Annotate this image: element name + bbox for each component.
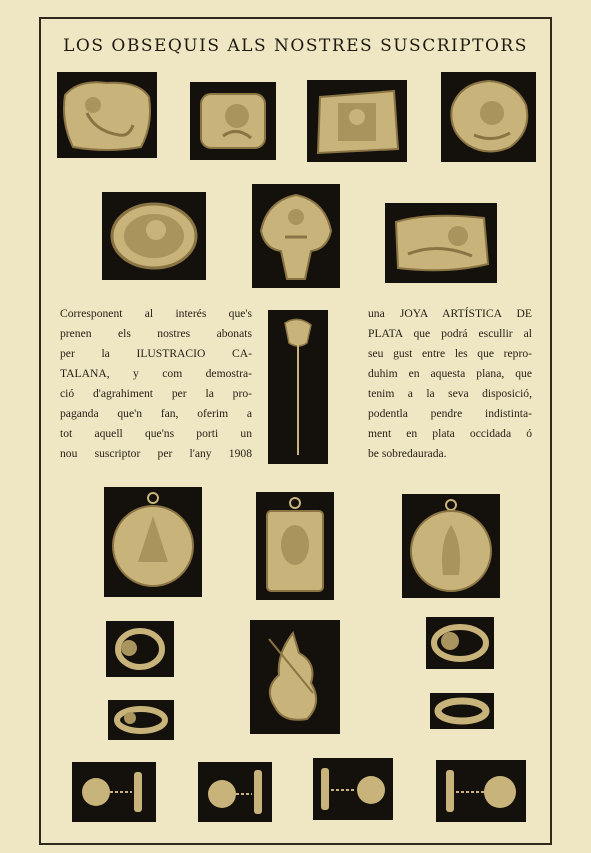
cufflinks-plate-1 — [72, 762, 156, 822]
text-line: ment en plata occidada ó — [368, 427, 532, 440]
text-column-right — [368, 304, 532, 464]
text-line: una JOYA ARTÍSTICA DE — [368, 307, 532, 320]
cufflinks-profile-icon — [315, 760, 391, 818]
brooch-flower-woman-icon — [444, 75, 534, 159]
brooch-reclining-woman-icon — [388, 206, 494, 280]
cufflinks-figure-icon — [438, 762, 524, 820]
brooch-frame-bust-icon — [310, 83, 404, 159]
ring-plate-2 — [426, 617, 494, 669]
text-line: ció d'agrahiment per la pro- — [60, 387, 252, 400]
stick-pin-st-george-icon — [271, 313, 325, 461]
text-line: duhim en aquesta plana, que — [368, 367, 532, 380]
ring-twisted-band-icon — [432, 695, 492, 727]
medal-square-christ-icon — [259, 495, 331, 597]
brooch-plate-1 — [57, 72, 157, 158]
text-line: tenim a la seva disposició, — [368, 387, 532, 400]
text-column-left — [60, 304, 252, 464]
pin-st-george-plate — [268, 310, 328, 464]
brooch-plate-5 — [102, 192, 206, 280]
cufflinks-coin-icon — [200, 764, 270, 820]
brooch-plate-6 — [252, 184, 340, 288]
text-line: podentla pendre indistinta- — [368, 407, 532, 420]
medal-round-scene-icon — [108, 490, 198, 594]
text-line: be sobredaurada. — [368, 447, 447, 460]
medal-plate-2 — [256, 492, 334, 600]
ring-plate-4 — [430, 693, 494, 729]
ring-figure-band-icon — [110, 702, 172, 738]
text-line: nou suscriptor per l'any 1908 — [60, 447, 252, 460]
ring-plate-3 — [108, 700, 174, 740]
medal-plate-1 — [104, 487, 202, 597]
brooch-profile-woman-icon — [193, 86, 273, 156]
page-title: LOS OBSEQUIS ALS NOSTRES SUSCRIPTORS — [63, 36, 528, 56]
text-line: per la ILUSTRACIO CA- — [60, 347, 252, 360]
brooch-woman-seated-icon — [59, 75, 155, 155]
medal-plate-3 — [402, 494, 500, 598]
ring-skull-icon — [109, 624, 171, 674]
text-line: TALANA, y com demostra- — [60, 367, 252, 380]
text-line: Corresponent al interés que's — [60, 307, 252, 320]
ring-face-icon — [428, 619, 492, 667]
text-line: seu gust entre les que repro- — [368, 347, 532, 360]
cufflinks-plate-4 — [436, 760, 526, 822]
text-line: tot aquell que'ns porti un — [60, 427, 252, 440]
cufflinks-plate-3 — [313, 758, 393, 820]
brooch-plate-2 — [190, 82, 276, 160]
brooch-plate-3 — [307, 80, 407, 162]
brooch-plate-4 — [441, 72, 536, 162]
text-line: prenen els nostres abonats — [60, 327, 252, 340]
brooch-st-george-dragon-icon — [253, 623, 337, 731]
cufflinks-flower-icon — [74, 764, 154, 820]
ring-plate-1 — [106, 621, 174, 677]
text-line: PLATA que podrá escullir al — [368, 327, 532, 340]
brooch-st-george-plate — [250, 620, 340, 734]
brooch-peacock-woman-icon — [255, 187, 337, 285]
cufflinks-plate-2 — [198, 762, 272, 822]
text-line: paganda que'n fan, oferim a — [60, 407, 252, 420]
medal-round-virgin-icon — [405, 497, 497, 595]
brooch-plate-7 — [385, 203, 497, 283]
brooch-oval-helmet-woman-icon — [106, 196, 202, 276]
